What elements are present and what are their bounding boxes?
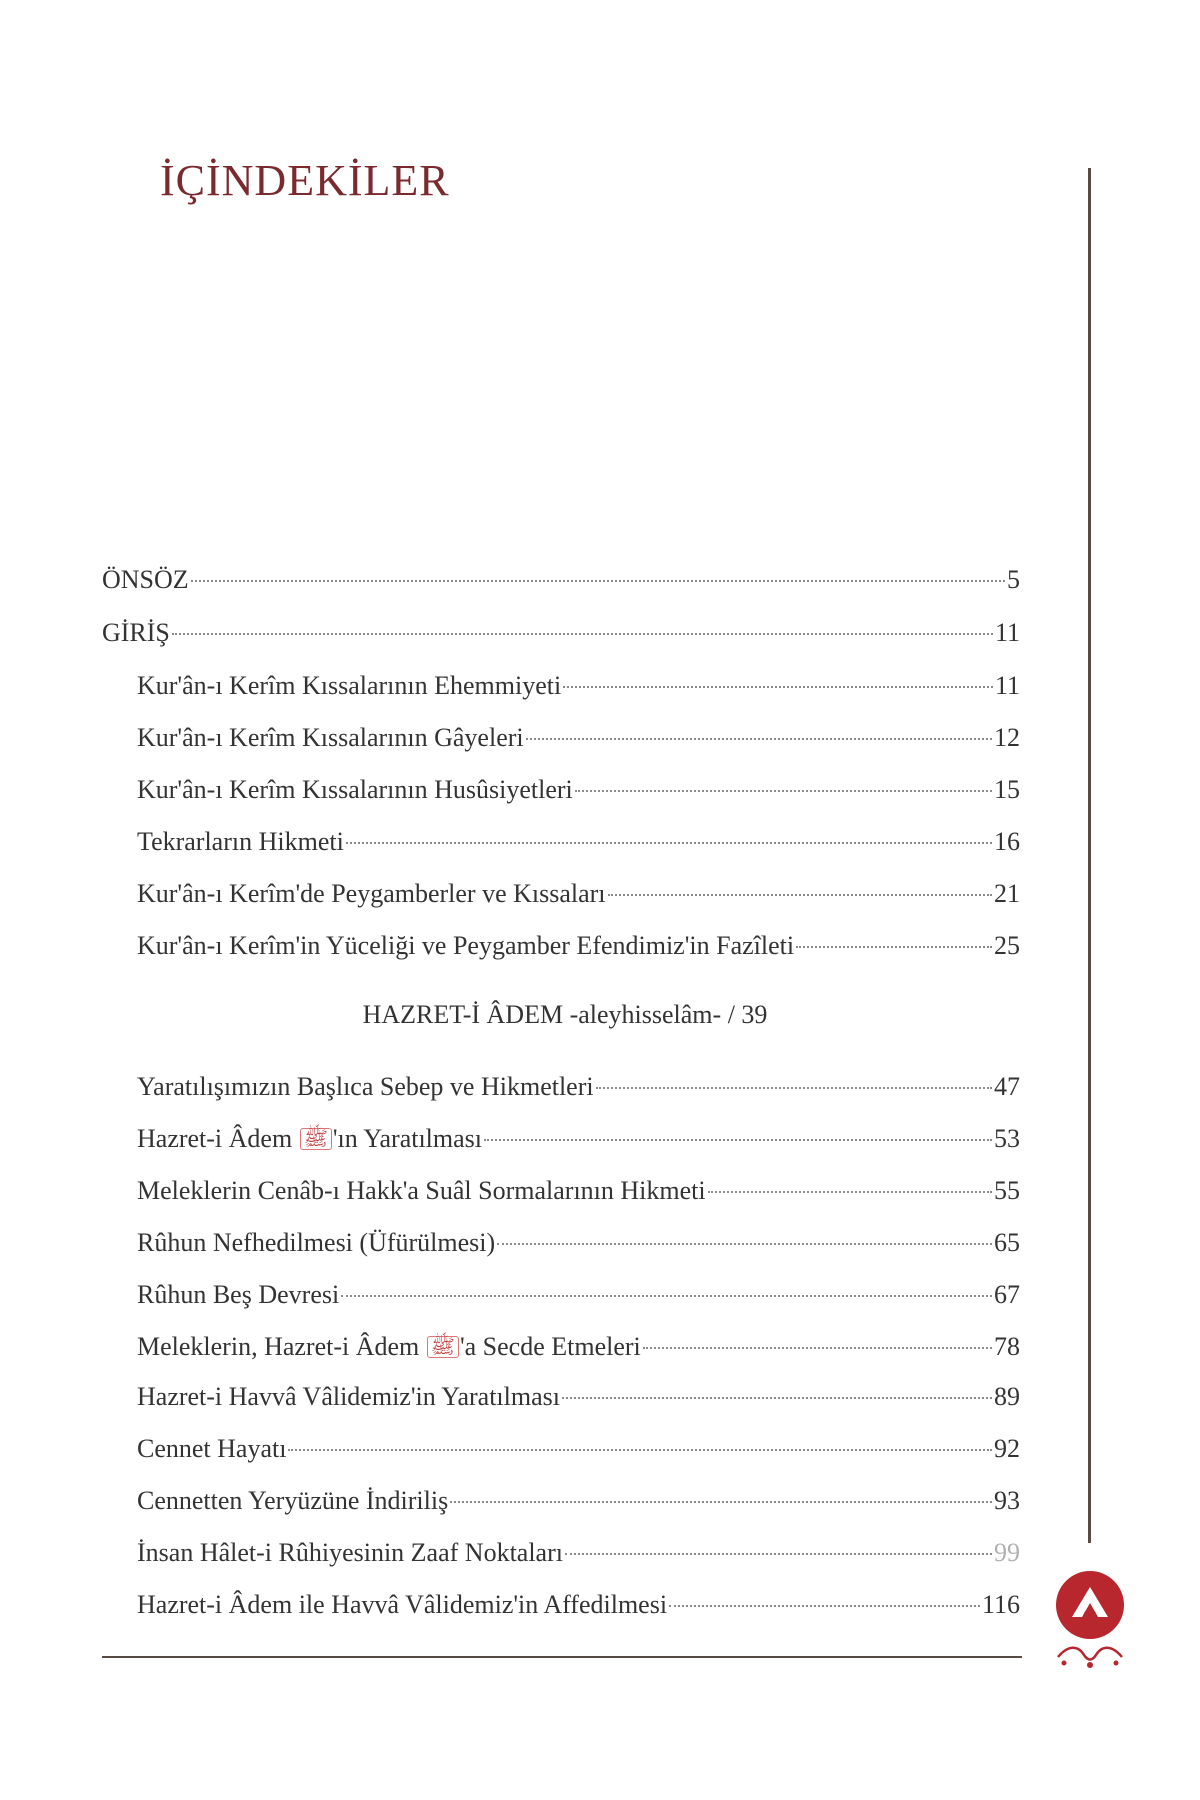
toc-entry-page: 21 xyxy=(994,879,1020,908)
toc-entry-page: 116 xyxy=(981,1590,1020,1619)
toc-entry-page: 67 xyxy=(994,1280,1020,1309)
toc-entry-label: GİRİŞ xyxy=(102,618,170,647)
toc-entry-page: 47 xyxy=(994,1072,1020,1101)
toc-entry-label: Kur'ân-ı Kerîm Kıssalarının Ehemmiyeti xyxy=(137,671,562,700)
dot-leader xyxy=(575,790,992,792)
toc-entry-label-part: 'a Secde Etmeleri xyxy=(459,1332,641,1361)
toc-entry[interactable] xyxy=(137,1486,1020,1516)
toc-entry[interactable] xyxy=(137,931,1020,961)
toc-entry-page: 99 xyxy=(994,1538,1020,1567)
dot-leader xyxy=(484,1139,992,1141)
toc-entry-label: Kur'ân-ı Kerîm'de Peygamberler ve Kıssaları xyxy=(137,879,606,908)
toc-entry[interactable] xyxy=(137,1072,1020,1102)
toc-entry-label: Hazret-i Havvâ Vâlidemiz'in Yaratılması xyxy=(137,1382,560,1411)
toc-entry[interactable] xyxy=(102,618,1020,648)
dot-leader xyxy=(708,1191,992,1193)
toc-entry-label: Cennet Hayatı xyxy=(137,1434,287,1463)
dot-leader xyxy=(563,686,993,688)
toc-entry[interactable] xyxy=(137,1332,1020,1362)
toc-entry-label-part: 'ın Yaratılması xyxy=(332,1124,483,1153)
salutation-symbol-icon: ﷺ xyxy=(300,1128,332,1150)
toc-entry-page: 93 xyxy=(994,1486,1020,1515)
bottom-rule xyxy=(102,1656,1022,1658)
dot-leader xyxy=(450,1501,992,1503)
toc-entry[interactable] xyxy=(137,1538,1020,1568)
toc-entry-label: Tekrarların Hikmeti xyxy=(137,827,344,856)
dot-leader xyxy=(526,738,992,740)
dot-leader xyxy=(562,1397,992,1399)
toc-entry-label: Hazret-i Âdem ile Havvâ Vâlidemiz'in Affedilmesi xyxy=(137,1590,668,1619)
dot-leader xyxy=(191,580,1005,582)
toc-entry[interactable] xyxy=(137,879,1020,909)
toc-entry-page: 15 xyxy=(994,775,1020,804)
toc-entry-page: 65 xyxy=(994,1228,1020,1257)
toc-entry-label: Kur'ân-ı Kerîm Kıssalarının Husûsiyetleri xyxy=(137,775,573,804)
toc-entry[interactable] xyxy=(137,775,1020,805)
toc-entry-label xyxy=(137,1124,482,1154)
toc-entry-page: 92 xyxy=(994,1434,1020,1463)
toc-entry-page: 12 xyxy=(994,723,1020,752)
toc-entry-page: 55 xyxy=(994,1176,1020,1205)
toc-entry-label-part: Meleklerin, Hazret-i Âdem xyxy=(137,1332,426,1361)
toc-entry-label: ÖNSÖZ xyxy=(102,565,189,594)
section-heading xyxy=(0,1000,1200,1030)
dot-leader xyxy=(288,1449,992,1451)
toc-entry-label: Rûhun Nefhedilmesi (Üfürülmesi) xyxy=(137,1228,496,1257)
toc-entry-page: 11 xyxy=(994,618,1020,647)
dot-leader xyxy=(608,894,992,896)
publisher-logo-icon xyxy=(1050,1565,1130,1675)
toc-entry-page: 53 xyxy=(994,1124,1020,1153)
toc-entry[interactable] xyxy=(137,1434,1020,1464)
dot-leader xyxy=(796,946,992,948)
toc-entry-page: 89 xyxy=(994,1382,1020,1411)
toc-entry-page: 11 xyxy=(994,671,1020,700)
toc-entry-label: Cennetten Yeryüzüne İndiriliş xyxy=(137,1486,449,1515)
dot-leader xyxy=(172,633,993,635)
toc-entry[interactable] xyxy=(137,723,1020,753)
toc-entry[interactable] xyxy=(137,671,1020,701)
salutation-symbol-icon: ﷺ xyxy=(427,1336,459,1358)
dot-leader xyxy=(643,1347,992,1349)
vertical-rule xyxy=(1088,168,1091,1543)
toc-entry[interactable] xyxy=(137,1590,1020,1620)
toc-entry[interactable] xyxy=(137,1176,1020,1206)
toc-entry-page: 78 xyxy=(994,1332,1020,1361)
page-title: İÇİNDEKİLER xyxy=(160,156,450,205)
toc-entry-label: Kur'ân-ı Kerîm'in Yüceliği ve Peygamber Efendimiz'in Fazîleti xyxy=(137,931,795,960)
toc-entry[interactable] xyxy=(137,1382,1020,1412)
toc-entry-label xyxy=(137,1332,641,1362)
section-heading-text: HAZRET-İ ÂDEM -aleyhisselâm- / 39 xyxy=(362,1000,768,1029)
toc-entry-label: Rûhun Beş Devresi xyxy=(137,1280,340,1309)
toc-entry-label: Kur'ân-ı Kerîm Kıssalarının Gâyeleri xyxy=(137,723,524,752)
toc-entry-label: İnsan Hâlet-i Rûhiyesinin Zaaf Noktaları xyxy=(137,1538,563,1567)
toc-entry-page: 16 xyxy=(994,827,1020,856)
toc-entry-page: 5 xyxy=(1007,565,1020,594)
toc-entry[interactable] xyxy=(102,565,1020,595)
toc-entry[interactable] xyxy=(137,1124,1020,1154)
toc-entry-label: Meleklerin Cenâb-ı Hakk'a Suâl Sormalarının Hikmeti xyxy=(137,1176,706,1205)
toc-entry-page: 25 xyxy=(994,931,1020,960)
dot-leader xyxy=(346,842,992,844)
dot-leader xyxy=(565,1553,992,1555)
dot-leader xyxy=(341,1295,992,1297)
dot-leader xyxy=(596,1087,992,1089)
toc-entry[interactable] xyxy=(137,1280,1020,1310)
toc-entry-label: Yaratılışımızın Başlıca Sebep ve Hikmetleri xyxy=(137,1072,594,1101)
toc-entry[interactable] xyxy=(137,827,1020,857)
dot-leader xyxy=(669,1605,980,1607)
toc-entry[interactable] xyxy=(137,1228,1020,1258)
toc-entry-label-part: Hazret-i Âdem xyxy=(137,1124,299,1153)
dot-leader xyxy=(497,1243,992,1245)
